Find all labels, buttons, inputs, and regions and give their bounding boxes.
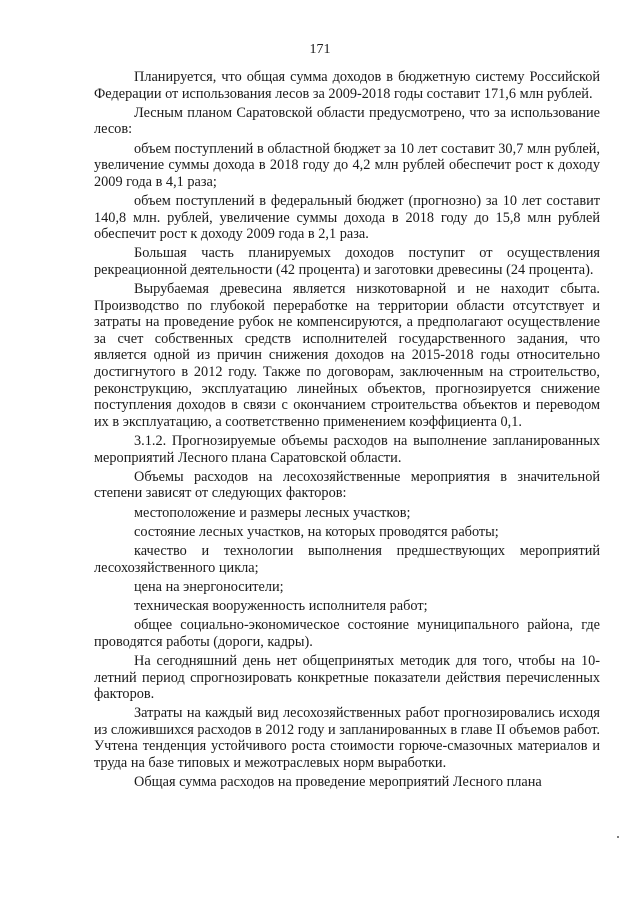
paragraph: Большая часть планируемых доходов поступит от осуществления рекреационной деятельности (42 процента) и заготовки древесины (24 процента).	[94, 245, 600, 278]
list-item: местоположение и размеры лесных участков;	[134, 504, 411, 521]
document-body	[94, 69, 600, 793]
paragraph: Общая сумма расходов на проведение мероприятий Лесного плана	[134, 774, 542, 791]
paragraph: объем поступлений в федеральный бюджет (прогнозно) за 10 лет составит 140,8 млн. рублей, увеличение суммы дохода в 2018 году до 15,8 млн рублей обеспечит рост к доходу 2009 года в 2,1 раза.	[94, 192, 600, 243]
list-item: качество и технологии выполнения предшествующих мероприятий лесохозяйственного цикла;	[94, 542, 600, 576]
list-item: техническая вооруженность исполнителя работ;	[134, 597, 428, 614]
paragraph: Вырубаемая древесина является низкотоварной и не находит сбыта. Производство по глубокой переработке на территории области отсутствует и затраты на проведение рубок не компенсируются, а предполагают осуществление за счет собственных средств исполнителей государственного задания, что является одной из причин снижения доходов на 2015-2018 годы относительно достигнутого в 2012 году. Также по договорам, заключенным на строительство, реконструкцию, эксплуатацию линейных объектов, прогнозируется снижение поступления доходов в связи с окончанием строительства объектов и переводом их в эксплуатацию, а соответственно применением коэффициента 0,1.	[94, 281, 600, 430]
list-item: общее социально-экономическое состояние муниципального района, где проводятся работы (дороги, кадры).	[94, 617, 600, 650]
paragraph: Лесным планом Саратовской области предусмотрено, что за использование лесов:	[94, 104, 600, 138]
page-number: 171	[309, 42, 331, 57]
paragraph: Планируется, что общая сумма доходов в бюджетную систему Российской Федерации от использования лесов за 2009-2018 годы составит 171,6 млн рублей.	[94, 69, 600, 102]
paragraph: Затраты на каждый вид лесохозяйственных работ прогнозировались исходя из сложившихся расходов в 2012 году и запланированных в главе II объемов работ. Учтена тенденция устойчивого роста стоимости горюче-смазочных материалов и труда на базе типовых и межотраслевых норм выработки.	[94, 705, 600, 772]
section-heading: 3.1.2. Прогнозируемые объемы расходов на выполнение запланированных мероприятий Лесного плана Саратовской области.	[94, 433, 600, 466]
list-item: состояние лесных участков, на которых проводятся работы;	[134, 523, 499, 540]
list-item: цена на энергоносители;	[134, 578, 284, 595]
paragraph: объем поступлений в областной бюджет за 10 лет составит 30,7 млн рублей, увеличение суммы дохода в 2018 году до 4,2 млн рублей обеспечит рост к доходу 2009 года в 4,1 раза;	[94, 140, 600, 190]
paragraph: На сегодняшний день нет общепринятых методик для того, чтобы на 10-летний период спрогнозировать конкретные показатели действия перечисленных факторов.	[94, 652, 600, 703]
scan-speck	[617, 836, 619, 838]
paragraph: Объемы расходов на лесохозяйственные мероприятия в значительной степени зависят от следующих факторов:	[94, 468, 600, 502]
